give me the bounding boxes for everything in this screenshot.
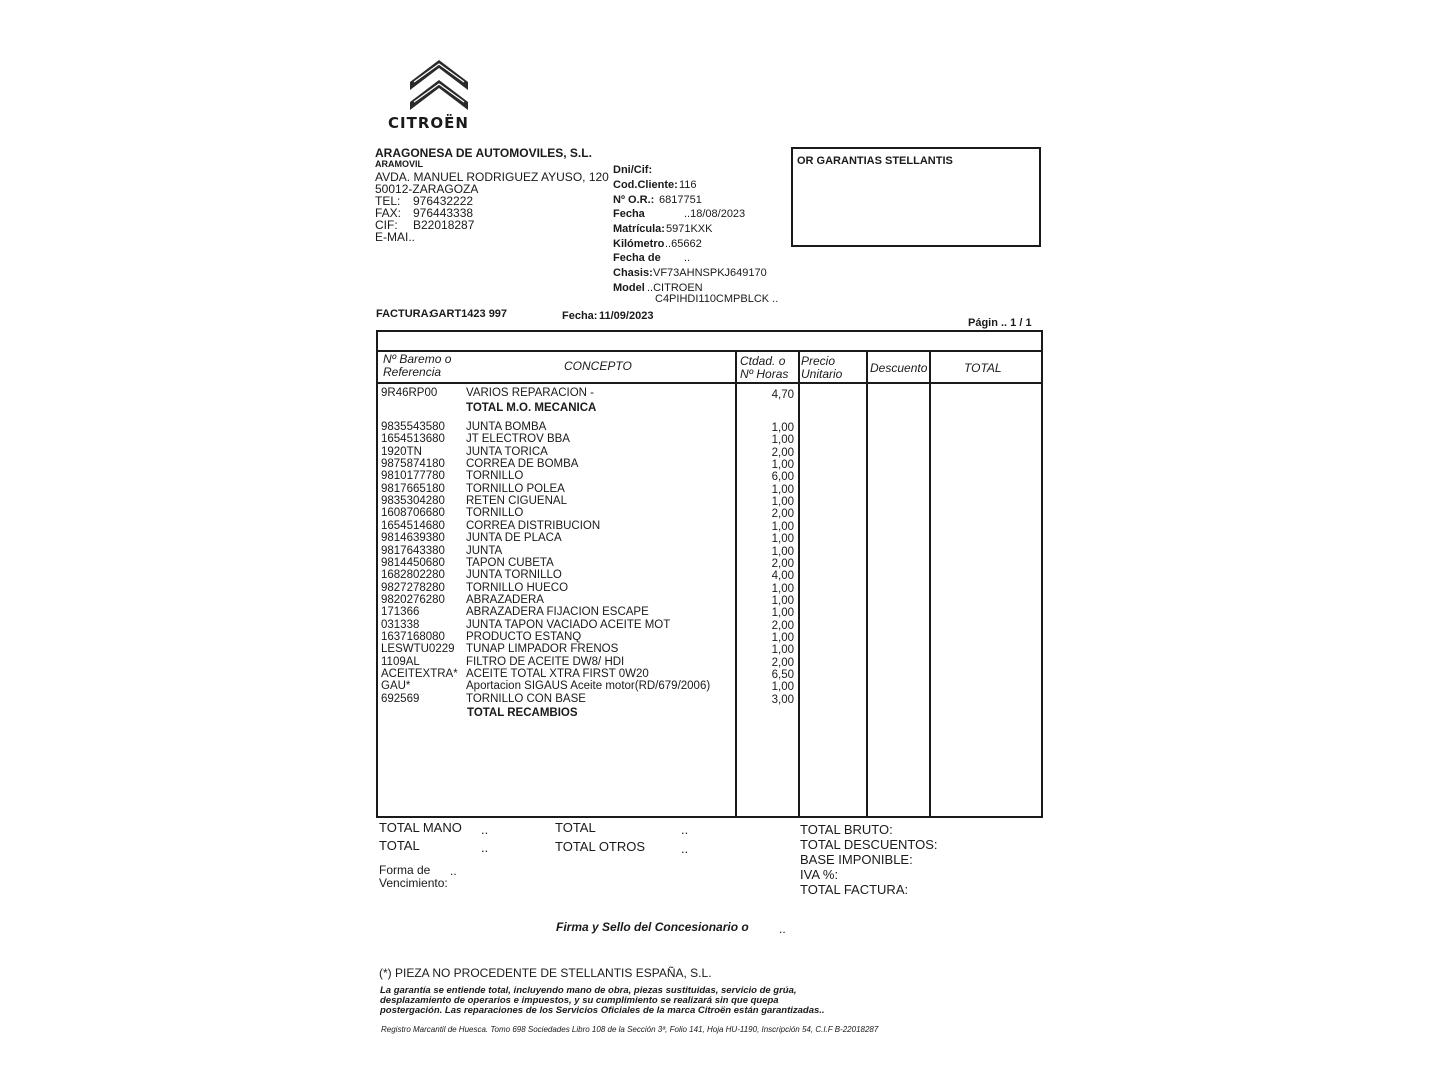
- model-value-line2: C4PIHDI110CMPBLCK ..: [655, 293, 779, 305]
- item-concept: CORREA DE BOMBA: [466, 458, 579, 471]
- item-concept: PRODUCTO ESTANQ: [466, 630, 582, 643]
- header-price-line1: Precio: [801, 354, 836, 368]
- item-ref: ACEITEXTRA*: [381, 668, 458, 680]
- item-qty: 2,00: [771, 619, 794, 632]
- item-concept: FILTRO DE ACEITE DW8/ HDI: [466, 655, 625, 668]
- page-number: Págin .. 1 / 1: [968, 317, 1032, 329]
- dealer-cif: B22018287: [413, 218, 475, 232]
- item-ref: 1682802280: [381, 569, 445, 582]
- item-concept: JT ELECTROV BBA: [466, 433, 570, 446]
- dealer-fax: 976443338: [413, 206, 474, 220]
- dealer-tel: 976432222: [413, 194, 474, 208]
- table-row: [0, 594, 1440, 606]
- item-concept: TAPON CUBETA: [466, 556, 554, 569]
- registry-line: Registro Marcantil de Huesca. Tomo 698 Sociedades Libro 108 de la Sección 3ª, Folio 141, Hoja HU-1190, Inscripción 54, C.I.F B-22018287: [381, 1025, 879, 1034]
- kilometro-value: ..65662: [665, 238, 702, 250]
- table-row: [0, 532, 1440, 544]
- item-concept: JUNTA TORICA: [466, 445, 548, 458]
- dni-label: Dni/Cif:: [613, 164, 653, 176]
- table-row: [0, 446, 1440, 458]
- item-concept: CORREA DISTRIBUCION: [466, 519, 601, 532]
- total-otros-label: TOTAL OTROS: [555, 839, 646, 854]
- header-qty-line1: Ctdad. o: [740, 354, 786, 368]
- item-ref: 9875874180: [381, 458, 445, 471]
- total-a-label: TOTAL: [555, 820, 596, 835]
- warranty-line-2: desplazamiento de operarios e impuestos, y su cumplimiento se realizará sin que quepa: [380, 995, 779, 1006]
- item-qty: 6,50: [771, 669, 794, 681]
- item-qty: 3,00: [771, 693, 794, 706]
- item-concept: TORNILLO: [466, 507, 524, 520]
- item-qty: 1,00: [771, 545, 794, 558]
- model-value-line1: ..CITROEN: [647, 282, 703, 294]
- dealer-email-label: E-MAI..: [375, 230, 416, 244]
- cod-cliente-label: Cod.Cliente:: [613, 179, 678, 191]
- item-qty: 1,00: [771, 644, 794, 657]
- signature-label: Firma y Sello del Concesionario o: [556, 920, 749, 934]
- forma-de-value: ..: [450, 864, 457, 878]
- table-row: [0, 631, 1440, 643]
- footer-note: (*) PIEZA NO PROCEDENTE DE STELLANTIS ESPAÑA, S.L.: [379, 966, 712, 980]
- dealer-address: AVDA. MANUEL RODRIGUEZ AYUSO, 120: [375, 170, 609, 184]
- item-ref: 9835543580: [381, 421, 445, 433]
- item-qty: 1,00: [771, 533, 794, 546]
- item-qty: 2,00: [771, 557, 794, 570]
- item-qty: 1,00: [771, 582, 794, 595]
- labour-row: [0, 387, 1440, 399]
- item-ref: 1920TN: [381, 445, 422, 458]
- dealer-trade-name: ARAMOVIL: [375, 159, 423, 169]
- header-descuento: Descuento: [870, 361, 928, 375]
- item-concept: TORNILLO HUECO: [466, 581, 569, 594]
- item-qty: 4,00: [771, 570, 794, 583]
- item-qty: 1,00: [771, 631, 794, 644]
- dealer-tel-label: TEL:: [375, 194, 401, 208]
- item-qty: 1,00: [771, 422, 794, 434]
- table-row: [0, 507, 1440, 519]
- factura-label: FACTURA:: [376, 308, 433, 320]
- labour-concept: VARIOS REPARACION -: [466, 387, 595, 399]
- table-row: [0, 433, 1440, 445]
- item-ref: 031338: [381, 618, 420, 631]
- header-ref-line1: Nº Baremo o: [383, 352, 452, 366]
- item-concept: TORNILLO: [466, 470, 524, 483]
- table-row: [0, 668, 1440, 680]
- item-ref: 9817643380: [381, 544, 445, 557]
- item-concept: ABRAZADERA FIJACION ESCAPE: [466, 606, 649, 619]
- item-concept: JUNTA DE PLACA: [466, 532, 562, 545]
- item-concept: JUNTA TAPON VACIADO ACEITE MOT: [466, 618, 671, 631]
- item-qty: 1,00: [771, 520, 794, 533]
- table-row: [0, 520, 1440, 532]
- item-ref: GAU*: [381, 680, 411, 693]
- table-header-rule: [376, 382, 1043, 384]
- warranty-line-1: La garantía se entiende total, incluyendo mano de obra, piezas sustituidas, servicio de grúa,: [380, 985, 797, 996]
- total-mano-label: TOTAL MANO: [379, 820, 462, 835]
- table-row: [0, 545, 1440, 557]
- fecha-de-value: ..: [684, 252, 691, 264]
- customer-box-text: OR GARANTIAS STELLANTIS: [797, 155, 953, 167]
- table-row: [0, 458, 1440, 470]
- header-qty-line2: Nº Horas: [740, 367, 789, 381]
- header-ref-line2: Referencia: [383, 365, 442, 379]
- or-number-value: 6817751: [659, 194, 702, 206]
- item-qty: 2,00: [771, 508, 794, 521]
- fecha-de-label: Fecha de: [613, 252, 661, 264]
- labour-ref: 9R46RP00: [381, 387, 438, 399]
- factura-number: GART1423 997: [430, 308, 508, 320]
- item-ref: 9814639380: [381, 532, 445, 545]
- kilometro-label: Kilómetro: [613, 238, 665, 250]
- total-factura-label: TOTAL FACTURA:: [800, 882, 909, 897]
- total-mano-value: ..: [481, 822, 489, 837]
- item-ref: 171366: [381, 606, 420, 619]
- signature-value: ..: [779, 922, 786, 936]
- vencimiento-label: Vencimiento:: [379, 876, 448, 890]
- matricula-value: 5971KXK: [666, 223, 713, 235]
- table-row: [0, 557, 1440, 569]
- table-row: [0, 619, 1440, 631]
- item-qty: 1,00: [771, 483, 794, 496]
- item-qty: 6,00: [771, 471, 794, 484]
- dealer-fax-label: FAX:: [375, 206, 402, 220]
- parts-subtotal-label: TOTAL RECAMBIOS: [467, 707, 578, 719]
- citroen-chevrons-icon: [384, 56, 494, 118]
- labour-qty: 4,70: [771, 389, 794, 401]
- table-row: [0, 569, 1440, 581]
- fecha-or-label: Fecha: [613, 208, 645, 220]
- table-row: [0, 680, 1440, 692]
- item-qty: 1,00: [771, 594, 794, 607]
- customer-box: [791, 147, 1041, 247]
- item-ref: 9835304280: [381, 495, 445, 508]
- table-row: [0, 582, 1440, 594]
- item-concept: TORNILLO POLEA: [466, 482, 565, 495]
- brand-name: CITROËN: [388, 114, 469, 132]
- item-ref: 1637168080: [381, 630, 445, 643]
- header-ref: [383, 353, 451, 379]
- table-row: [0, 606, 1440, 618]
- fecha-or-value: ..18/08/2023: [684, 208, 746, 220]
- item-ref: 9814450680: [381, 556, 445, 569]
- iva-label: IVA %:: [800, 867, 839, 882]
- invoice-date-label: Fecha:: [562, 310, 598, 322]
- cod-cliente-value: 116: [679, 179, 697, 191]
- item-concept: ACEITE TOTAL XTRA FIRST 0W20: [466, 668, 649, 680]
- chasis-value: VF73AHNSPKJ649170: [653, 267, 767, 279]
- item-ref: 1654514680: [381, 519, 445, 532]
- item-ref: 9827278280: [381, 581, 445, 594]
- total-b-label: TOTAL: [379, 838, 420, 853]
- chasis-label: Chasis:: [613, 267, 653, 279]
- header-qty: [740, 355, 788, 381]
- total-descuentos-label: TOTAL DESCUENTOS:: [800, 837, 938, 852]
- table-row: [0, 470, 1440, 482]
- dealer-cif-label: CIF:: [375, 218, 398, 232]
- header-concepto: CONCEPTO: [564, 359, 632, 373]
- table-row: [0, 421, 1440, 433]
- base-imponible-label: BASE IMPONIBLE:: [800, 852, 913, 867]
- table-row: [0, 643, 1440, 655]
- total-b-value: ..: [481, 840, 489, 855]
- item-ref: 1654513680: [381, 433, 445, 446]
- item-concept: JUNTA BOMBA: [466, 421, 547, 433]
- item-qty: 1,00: [771, 607, 794, 620]
- brand-logo: [384, 56, 494, 134]
- item-ref: 692569: [381, 692, 420, 705]
- total-otros-value: ..: [681, 841, 689, 856]
- item-concept: ABRAZADERA: [466, 593, 544, 606]
- or-number-label: Nº O.R.:: [613, 194, 655, 206]
- item-ref: 1109AL: [381, 655, 420, 668]
- forma-de-label: Forma de: [379, 863, 431, 877]
- total-bruto-label: TOTAL BRUTO:: [800, 822, 893, 837]
- labour-subtotal-label: TOTAL M.O. MECANICA: [466, 402, 597, 414]
- item-concept: JUNTA: [466, 544, 503, 557]
- item-concept: RETEN CIGUENAL: [466, 495, 567, 508]
- total-a-value: ..: [681, 822, 689, 837]
- model-label: Model: [613, 282, 645, 294]
- table-row: [0, 656, 1440, 668]
- item-ref: 9817665180: [381, 482, 445, 495]
- item-qty: 2,00: [771, 446, 794, 459]
- item-qty: 2,00: [771, 656, 794, 669]
- table-row: [0, 495, 1440, 507]
- warranty-line-3: postergación. Las reparaciones de los Servicios Oficiales de la marca Citroën están garantizadas..: [380, 1005, 825, 1016]
- item-qty: 1,00: [771, 459, 794, 472]
- item-concept: TUNAP LIMPADOR FRENOS: [466, 643, 619, 656]
- item-qty: 1,00: [771, 434, 794, 447]
- dealer-name: ARAGONESA DE AUTOMOVILES, S.L.: [375, 146, 592, 160]
- item-concept: TORNILLO CON BASE: [466, 692, 586, 705]
- header-price: [801, 355, 842, 381]
- header-total: TOTAL: [964, 361, 1002, 375]
- item-ref: LESWTU0229: [381, 643, 455, 656]
- item-ref: 9810177780: [381, 470, 445, 483]
- dealer-city: 50012-ZARAGOZA: [375, 182, 479, 196]
- item-concept: Aportacion SIGAUS Aceite motor(RD/679/2006): [466, 680, 711, 693]
- matricula-label: Matrícula:: [613, 223, 665, 235]
- item-concept: JUNTA TORNILLO: [466, 569, 562, 582]
- table-row: [0, 483, 1440, 495]
- item-qty: 1,00: [771, 681, 794, 694]
- item-ref: 9820276280: [381, 593, 445, 606]
- header-price-line2: Unitario: [801, 367, 843, 381]
- table-top-rule: [376, 350, 1043, 352]
- item-qty: 1,00: [771, 496, 794, 509]
- invoice-date: 11/09/2023: [599, 310, 654, 322]
- item-ref: 1608706680: [381, 507, 445, 520]
- table-row: [0, 693, 1440, 705]
